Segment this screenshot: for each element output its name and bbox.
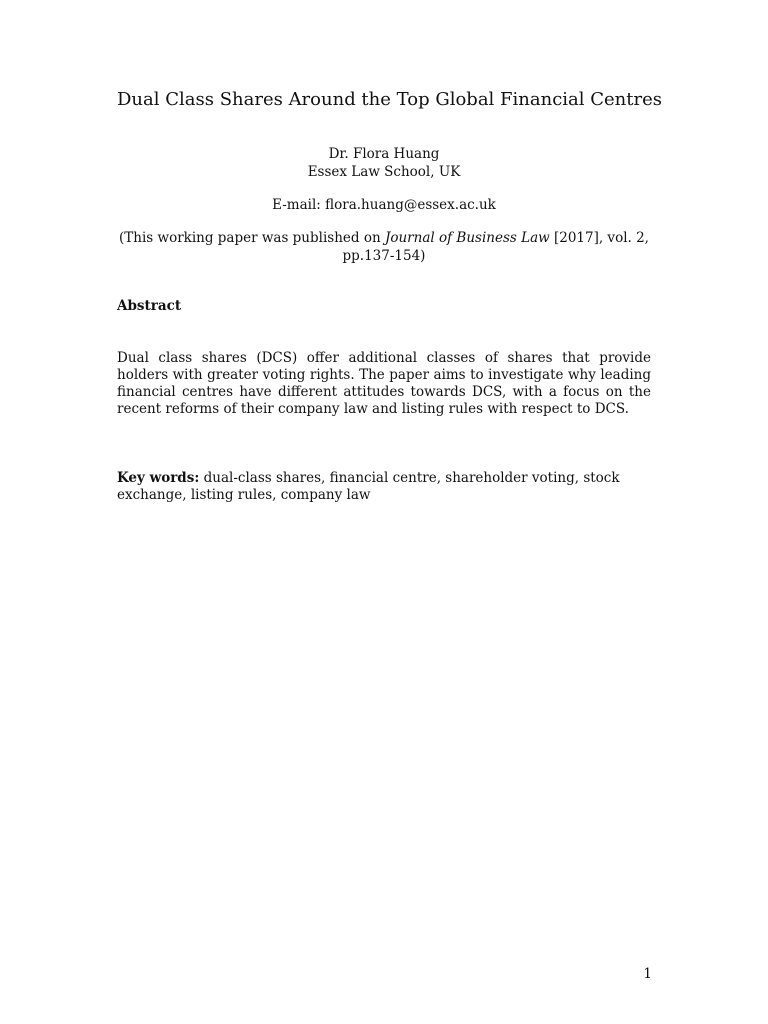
publication-note-prefix: (This working paper was published on bbox=[119, 230, 385, 246]
author-block bbox=[117, 145, 651, 181]
publication-note bbox=[117, 229, 651, 265]
author-affiliation: Essex Law School, UK bbox=[307, 164, 461, 180]
author-name: Dr. Flora Huang bbox=[328, 146, 440, 162]
abstract-heading: Abstract bbox=[117, 298, 182, 314]
keywords-label: Key words: bbox=[117, 470, 200, 486]
page-number: 1 bbox=[643, 966, 652, 982]
paper-title: Dual Class Shares Around the Top Global Financial Centres bbox=[117, 89, 662, 110]
publication-note-suffix: [2017], vol. 2, pp.137-154) bbox=[342, 230, 649, 264]
journal-name: Journal of Business Law bbox=[384, 230, 550, 246]
keywords bbox=[117, 470, 651, 504]
keywords-text: dual-class shares, financial centre, shareholder voting, stock exchange, listing rules, company law bbox=[117, 470, 620, 503]
author-email: E-mail: flora.huang@essex.ac.uk bbox=[272, 197, 496, 213]
abstract-text: Dual class shares (DCS) offer additional classes of shares that provide holders with greater voting rights. The paper aims to investigate why leading financial centres have different attitudes towards DCS, with a focus on the recent reforms of their company law and listing rules with respect to DCS. bbox=[117, 350, 651, 417]
